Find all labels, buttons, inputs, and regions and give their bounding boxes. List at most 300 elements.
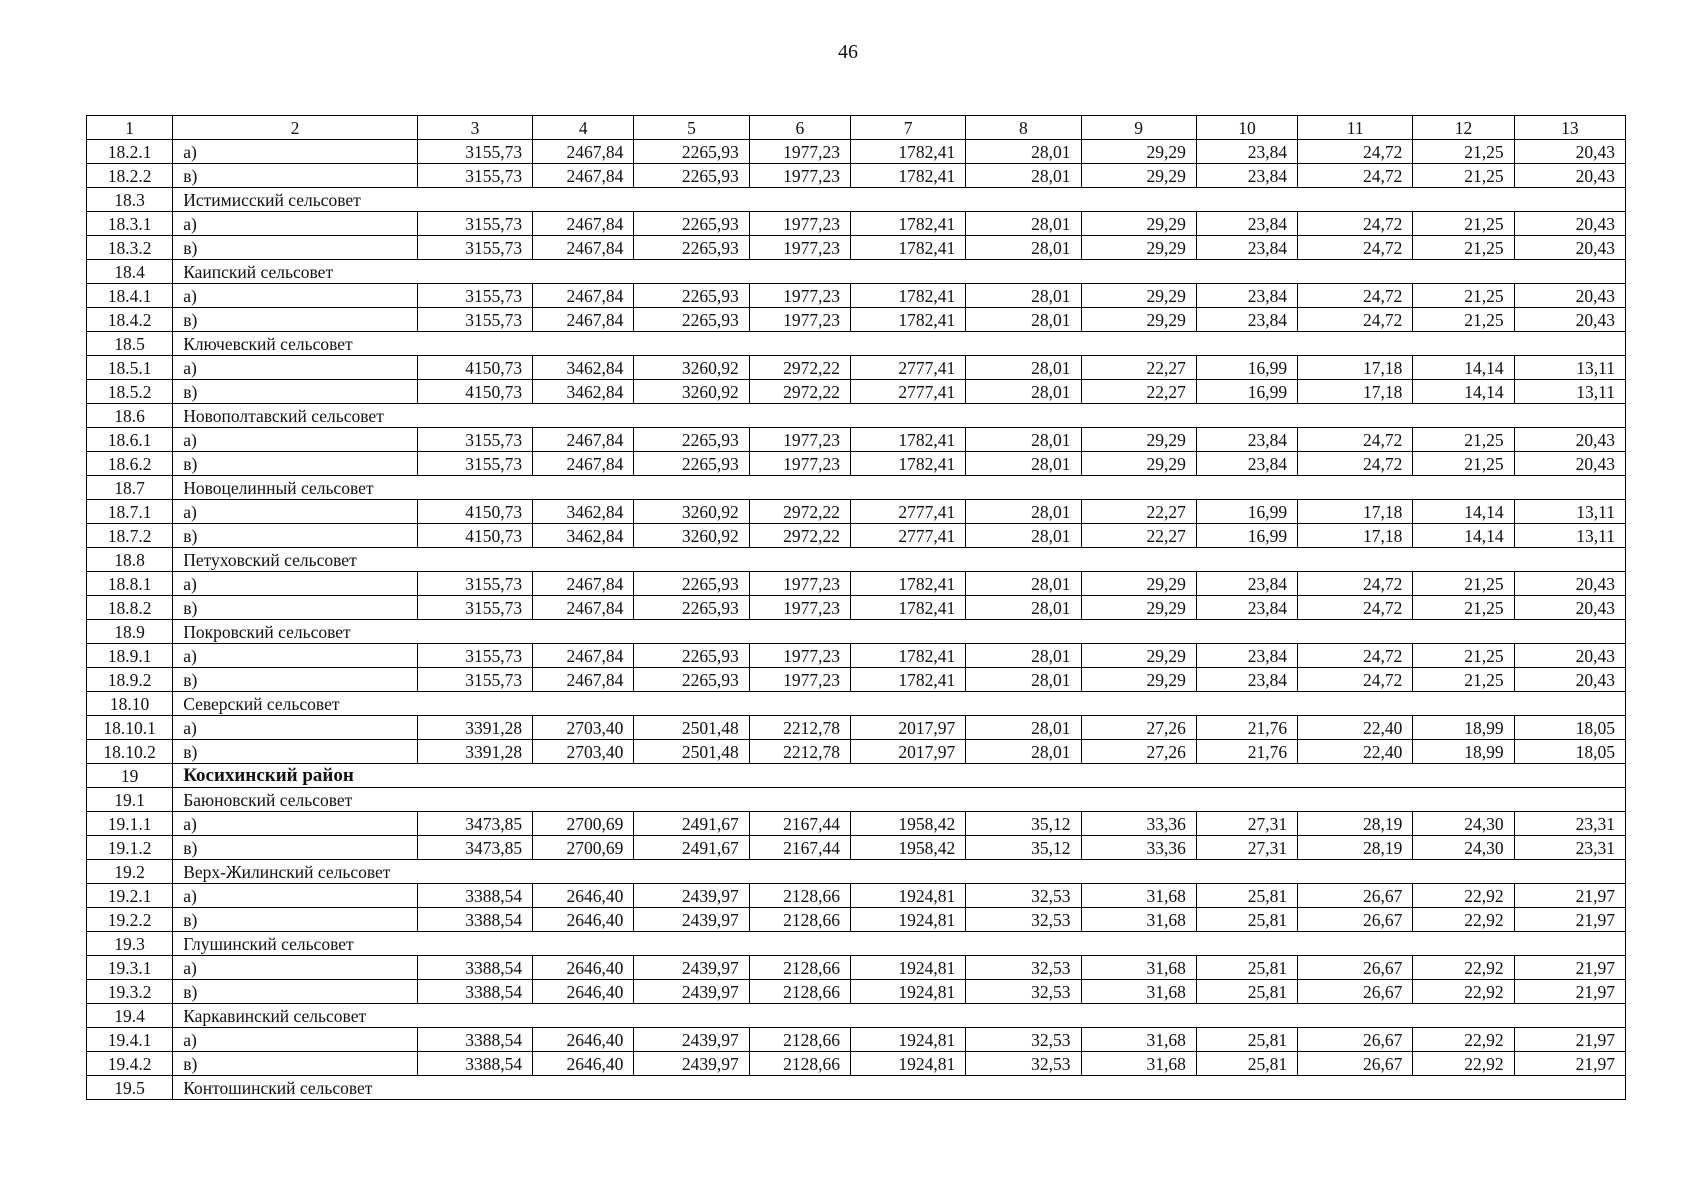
row-code: 18.6 [87,404,173,428]
row-label: в) [173,164,418,188]
column-header: 2 [173,116,418,140]
value-cell: 2265,93 [634,572,749,596]
value-cell: 3388,54 [417,956,532,980]
value-cell: 3155,73 [417,428,532,452]
value-cell: 22,27 [1081,356,1196,380]
value-cell: 1924,81 [850,980,965,1004]
value-cell: 3260,92 [634,524,749,548]
section-name: Каипский сельсовет [173,260,1626,284]
value-cell: 18,05 [1514,740,1625,764]
value-cell: 1782,41 [850,668,965,692]
table-row [87,1028,1626,1052]
section-row [87,332,1626,356]
value-cell: 1924,81 [850,884,965,908]
value-cell: 2467,84 [533,572,634,596]
value-cell: 21,25 [1413,644,1514,668]
value-cell: 24,72 [1298,308,1413,332]
value-cell: 3155,73 [417,236,532,260]
value-cell: 22,40 [1298,740,1413,764]
table-row [87,668,1626,692]
value-cell: 23,84 [1196,236,1297,260]
table-row [87,500,1626,524]
value-cell: 24,72 [1298,164,1413,188]
section-name: Новополтавский сельсовет [173,404,1626,428]
value-cell: 2265,93 [634,428,749,452]
value-cell: 1977,23 [749,452,850,476]
value-cell: 23,84 [1196,572,1297,596]
value-cell: 2467,84 [533,284,634,308]
value-cell: 1977,23 [749,428,850,452]
value-cell: 24,72 [1298,572,1413,596]
row-label: а) [173,284,418,308]
value-cell: 26,67 [1298,908,1413,932]
value-cell: 24,72 [1298,644,1413,668]
row-label: в) [173,908,418,932]
value-cell: 21,76 [1196,716,1297,740]
value-cell: 2467,84 [533,212,634,236]
value-cell: 21,97 [1514,980,1625,1004]
section-name: Северский сельсовет [173,692,1626,716]
value-cell: 29,29 [1081,140,1196,164]
value-cell: 21,25 [1413,212,1514,236]
row-label: а) [173,716,418,740]
section-name: Петуховский сельсовет [173,548,1626,572]
value-cell: 3462,84 [533,356,634,380]
value-cell: 1977,23 [749,236,850,260]
value-cell: 2972,22 [749,500,850,524]
section-name: Верх-Жилинский сельсовет [173,860,1626,884]
value-cell: 33,36 [1081,812,1196,836]
value-cell: 25,81 [1196,1028,1297,1052]
value-cell: 2646,40 [533,1052,634,1076]
section-row [87,932,1626,956]
column-header: 12 [1413,116,1514,140]
value-cell: 2467,84 [533,236,634,260]
table-row [87,644,1626,668]
table-row [87,308,1626,332]
value-cell: 2700,69 [533,836,634,860]
value-cell: 20,43 [1514,452,1625,476]
value-cell: 29,29 [1081,284,1196,308]
value-cell: 2212,78 [749,740,850,764]
table-row [87,356,1626,380]
row-code: 19.4.2 [87,1052,173,1076]
value-cell: 3155,73 [417,668,532,692]
value-cell: 13,11 [1514,380,1625,404]
value-cell: 26,67 [1298,1028,1413,1052]
value-cell: 2777,41 [850,356,965,380]
value-cell: 2467,84 [533,428,634,452]
value-cell: 23,84 [1196,308,1297,332]
row-code: 18.8.2 [87,596,173,620]
row-code: 18.4 [87,260,173,284]
value-cell: 2467,84 [533,596,634,620]
value-cell: 21,97 [1514,884,1625,908]
row-label: а) [173,356,418,380]
section-name: Баюновский сельсовет [173,788,1626,812]
value-cell: 21,97 [1514,956,1625,980]
value-cell: 20,43 [1514,284,1625,308]
value-cell: 28,01 [966,740,1081,764]
value-cell: 2467,84 [533,668,634,692]
row-code: 18.5.2 [87,380,173,404]
section-row [87,404,1626,428]
value-cell: 26,67 [1298,980,1413,1004]
value-cell: 1782,41 [850,572,965,596]
table-row [87,428,1626,452]
row-code: 18.4.1 [87,284,173,308]
value-cell: 25,81 [1196,980,1297,1004]
row-label: а) [173,1028,418,1052]
row-code: 18.8.1 [87,572,173,596]
table-row [87,284,1626,308]
column-header: 3 [417,116,532,140]
value-cell: 24,72 [1298,668,1413,692]
section-name: Контошинский сельсовет [173,1076,1626,1100]
value-cell: 4150,73 [417,524,532,548]
value-cell: 2703,40 [533,716,634,740]
value-cell: 20,43 [1514,668,1625,692]
value-cell: 1977,23 [749,572,850,596]
value-cell: 29,29 [1081,668,1196,692]
table-row [87,836,1626,860]
value-cell: 17,18 [1298,356,1413,380]
value-cell: 16,99 [1196,524,1297,548]
value-cell: 1924,81 [850,908,965,932]
page-number: 46 [838,41,858,63]
row-code: 18.7 [87,476,173,500]
column-header: 10 [1196,116,1297,140]
row-code: 18.3.2 [87,236,173,260]
value-cell: 1782,41 [850,452,965,476]
value-cell: 18,99 [1413,740,1514,764]
table-row [87,380,1626,404]
row-code: 18.3 [87,188,173,212]
value-cell: 4150,73 [417,500,532,524]
value-cell: 21,25 [1413,596,1514,620]
row-label: в) [173,836,418,860]
table-row [87,596,1626,620]
value-cell: 25,81 [1196,956,1297,980]
value-cell: 1782,41 [850,164,965,188]
value-cell: 17,18 [1298,524,1413,548]
value-cell: 3155,73 [417,452,532,476]
value-cell: 31,68 [1081,956,1196,980]
value-cell: 28,01 [966,668,1081,692]
value-cell: 24,72 [1298,452,1413,476]
value-cell: 1977,23 [749,644,850,668]
column-header: 8 [966,116,1081,140]
value-cell: 32,53 [966,908,1081,932]
section-name: Новоцелинный сельсовет [173,476,1626,500]
value-cell: 2646,40 [533,980,634,1004]
value-cell: 2167,44 [749,836,850,860]
value-cell: 23,84 [1196,428,1297,452]
value-cell: 22,92 [1413,908,1514,932]
value-cell: 21,25 [1413,572,1514,596]
value-cell: 29,29 [1081,164,1196,188]
value-cell: 31,68 [1081,1052,1196,1076]
value-cell: 29,29 [1081,236,1196,260]
value-cell: 22,40 [1298,716,1413,740]
value-cell: 32,53 [966,956,1081,980]
value-cell: 22,92 [1413,956,1514,980]
value-cell: 1977,23 [749,140,850,164]
row-code: 18.6.2 [87,452,173,476]
value-cell: 31,68 [1081,908,1196,932]
table-row [87,212,1626,236]
value-cell: 1782,41 [850,596,965,620]
value-cell: 1782,41 [850,140,965,164]
value-cell: 3155,73 [417,284,532,308]
value-cell: 33,36 [1081,836,1196,860]
value-cell: 3260,92 [634,500,749,524]
value-cell: 29,29 [1081,596,1196,620]
value-cell: 24,72 [1298,284,1413,308]
value-cell: 28,19 [1298,812,1413,836]
value-cell: 2265,93 [634,644,749,668]
value-cell: 2467,84 [533,164,634,188]
row-label: а) [173,884,418,908]
value-cell: 27,26 [1081,716,1196,740]
value-cell: 20,43 [1514,308,1625,332]
value-cell: 21,25 [1413,428,1514,452]
value-cell: 2972,22 [749,380,850,404]
row-code: 19.2 [87,860,173,884]
value-cell: 21,97 [1514,908,1625,932]
value-cell: 2972,22 [749,356,850,380]
value-cell: 1958,42 [850,812,965,836]
value-cell: 2700,69 [533,812,634,836]
value-cell: 2167,44 [749,812,850,836]
value-cell: 3462,84 [533,524,634,548]
table-body [87,116,1626,1100]
value-cell: 2128,66 [749,884,850,908]
value-cell: 2439,97 [634,908,749,932]
row-code: 18.9 [87,620,173,644]
value-cell: 3155,73 [417,644,532,668]
value-cell: 1977,23 [749,284,850,308]
value-cell: 32,53 [966,1028,1081,1052]
value-cell: 28,01 [966,500,1081,524]
section-row [87,476,1626,500]
value-cell: 3388,54 [417,884,532,908]
table-row [87,140,1626,164]
row-label: в) [173,524,418,548]
value-cell: 22,27 [1081,524,1196,548]
value-cell: 3388,54 [417,1028,532,1052]
row-label: а) [173,212,418,236]
value-cell: 21,25 [1413,668,1514,692]
row-code: 18.4.2 [87,308,173,332]
value-cell: 2777,41 [850,500,965,524]
value-cell: 1977,23 [749,212,850,236]
value-cell: 21,25 [1413,284,1514,308]
value-cell: 29,29 [1081,308,1196,332]
section-row [87,188,1626,212]
table-row [87,956,1626,980]
row-label: в) [173,740,418,764]
value-cell: 2972,22 [749,524,850,548]
row-code: 18.2.2 [87,164,173,188]
value-cell: 23,84 [1196,596,1297,620]
table-row [87,452,1626,476]
column-header: 9 [1081,116,1196,140]
row-code: 18.2.1 [87,140,173,164]
value-cell: 3391,28 [417,740,532,764]
value-cell: 21,25 [1413,140,1514,164]
value-cell: 23,31 [1514,812,1625,836]
row-label: а) [173,956,418,980]
section-name: Каркавинский сельсовет [173,1004,1626,1028]
section-row [87,692,1626,716]
value-cell: 13,11 [1514,356,1625,380]
header-row [87,116,1626,140]
section-name: Ключевский сельсовет [173,332,1626,356]
value-cell: 28,01 [966,164,1081,188]
value-cell: 3260,92 [634,380,749,404]
value-cell: 24,30 [1413,812,1514,836]
value-cell: 28,01 [966,428,1081,452]
row-code: 19.1.2 [87,836,173,860]
value-cell: 16,99 [1196,356,1297,380]
row-code: 18.6.1 [87,428,173,452]
value-cell: 24,72 [1298,236,1413,260]
value-cell: 3155,73 [417,212,532,236]
value-cell: 20,43 [1514,236,1625,260]
value-cell: 13,11 [1514,500,1625,524]
value-cell: 2017,97 [850,716,965,740]
value-cell: 2017,97 [850,740,965,764]
value-cell: 18,05 [1514,716,1625,740]
value-cell: 20,43 [1514,572,1625,596]
value-cell: 3462,84 [533,500,634,524]
row-label: в) [173,596,418,620]
value-cell: 1782,41 [850,284,965,308]
value-cell: 35,12 [966,812,1081,836]
value-cell: 28,01 [966,644,1081,668]
value-cell: 21,97 [1514,1052,1625,1076]
column-header: 13 [1514,116,1625,140]
section-row [87,620,1626,644]
value-cell: 3473,85 [417,812,532,836]
value-cell: 2212,78 [749,716,850,740]
row-code: 19.1.1 [87,812,173,836]
row-code: 19.3.2 [87,980,173,1004]
value-cell: 28,01 [966,716,1081,740]
value-cell: 2439,97 [634,1028,749,1052]
column-header: 5 [634,116,749,140]
table-row [87,812,1626,836]
row-code: 19.5 [87,1076,173,1100]
value-cell: 31,68 [1081,884,1196,908]
value-cell: 2646,40 [533,884,634,908]
value-cell: 1782,41 [850,308,965,332]
value-cell: 29,29 [1081,572,1196,596]
value-cell: 3155,73 [417,164,532,188]
value-cell: 3155,73 [417,596,532,620]
value-cell: 22,27 [1081,500,1196,524]
value-cell: 28,19 [1298,836,1413,860]
value-cell: 2265,93 [634,308,749,332]
value-cell: 31,68 [1081,1028,1196,1052]
value-cell: 31,68 [1081,980,1196,1004]
value-cell: 14,14 [1413,380,1514,404]
value-cell: 1924,81 [850,1028,965,1052]
table-row [87,572,1626,596]
row-code: 18.7.2 [87,524,173,548]
value-cell: 2265,93 [634,164,749,188]
value-cell: 27,26 [1081,740,1196,764]
section-row [87,1076,1626,1100]
value-cell: 2265,93 [634,596,749,620]
value-cell: 22,27 [1081,380,1196,404]
value-cell: 28,01 [966,572,1081,596]
value-cell: 3155,73 [417,308,532,332]
value-cell: 2491,67 [634,812,749,836]
value-cell: 3473,85 [417,836,532,860]
row-code: 18.10.2 [87,740,173,764]
table-row [87,884,1626,908]
row-code: 18.10 [87,692,173,716]
value-cell: 28,01 [966,212,1081,236]
table-row [87,716,1626,740]
value-cell: 1782,41 [850,644,965,668]
section-row [87,1004,1626,1028]
value-cell: 3155,73 [417,140,532,164]
value-cell: 23,84 [1196,284,1297,308]
table-row [87,164,1626,188]
value-cell: 2467,84 [533,452,634,476]
row-code: 19 [87,764,173,788]
column-header: 1 [87,116,173,140]
value-cell: 32,53 [966,1052,1081,1076]
row-code: 19.4.1 [87,1028,173,1052]
value-cell: 22,92 [1413,980,1514,1004]
value-cell: 4150,73 [417,380,532,404]
district-name: Косихинский район [173,764,1626,788]
value-cell: 29,29 [1081,428,1196,452]
row-code: 18.10.1 [87,716,173,740]
value-cell: 35,12 [966,836,1081,860]
value-cell: 25,81 [1196,908,1297,932]
value-cell: 20,43 [1514,644,1625,668]
value-cell: 2646,40 [533,956,634,980]
value-cell: 27,31 [1196,812,1297,836]
value-cell: 2467,84 [533,140,634,164]
value-cell: 1782,41 [850,428,965,452]
value-cell: 20,43 [1514,164,1625,188]
row-label: а) [173,500,418,524]
row-code: 18.5.1 [87,356,173,380]
column-header: 6 [749,116,850,140]
value-cell: 17,18 [1298,380,1413,404]
value-cell: 1977,23 [749,164,850,188]
value-cell: 32,53 [966,884,1081,908]
row-label: в) [173,668,418,692]
value-cell: 2128,66 [749,908,850,932]
row-label: в) [173,380,418,404]
value-cell: 14,14 [1413,524,1514,548]
value-cell: 21,25 [1413,236,1514,260]
row-code: 19.1 [87,788,173,812]
value-cell: 2128,66 [749,980,850,1004]
value-cell: 24,72 [1298,596,1413,620]
table-row [87,740,1626,764]
value-cell: 28,01 [966,308,1081,332]
district-row [87,764,1626,788]
value-cell: 23,84 [1196,212,1297,236]
